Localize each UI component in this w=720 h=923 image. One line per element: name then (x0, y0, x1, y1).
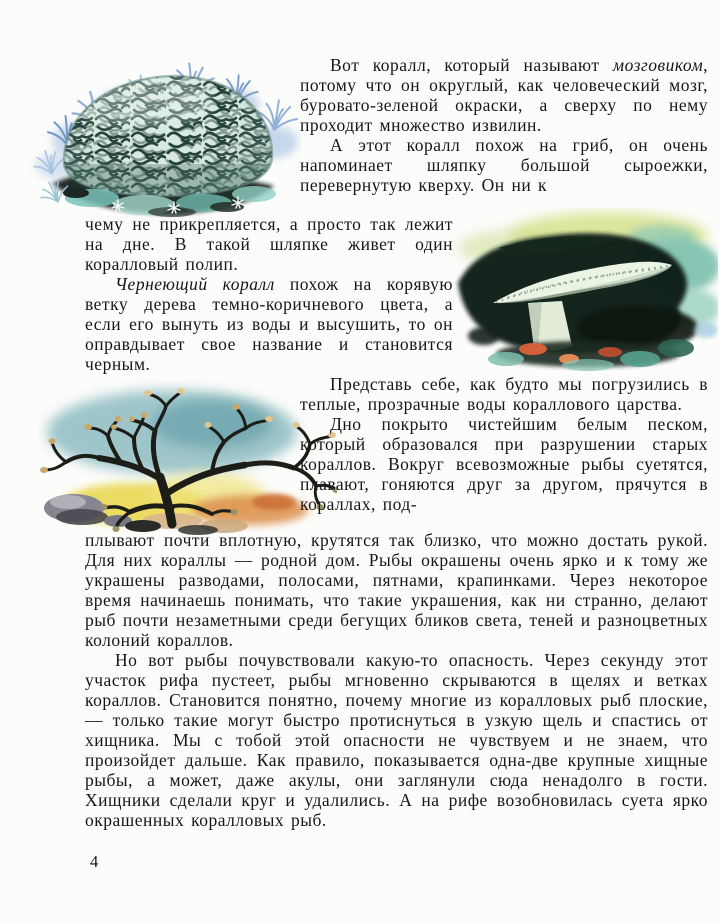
p1-term-italic: мозговиком (612, 55, 704, 75)
mushroom-coral-image (438, 208, 718, 380)
brain-coral-image (22, 46, 302, 236)
text-column-top-right (300, 55, 708, 195)
paragraph-black-coral (85, 274, 453, 374)
paragraph-sea-floor-start: Дно покрыто чистейшим белым песком, который образовался при разрушении старых кораллов. Вокруг всевозможные рыбы суетятся, плавают, гоняются друг за другом, прячутся в кораллах, под- (300, 414, 708, 514)
paragraph-mushroom-coral-continuation: чему не прикрепляется, а просто так лежит на дне. В такой шляпке живет один коралловый полип. (85, 214, 453, 274)
p3-term-italic: Чернеющий коралл (115, 274, 275, 294)
paragraph-imagine-dive: Представь себе, как будто мы погрузились в теплые, прозрачные воды кораллового царства. (300, 374, 708, 414)
black-coral-image (22, 380, 337, 536)
mushroom-coral-illustration (438, 208, 718, 380)
text-column-mid-right (300, 374, 708, 514)
black-coral-illustration (22, 380, 337, 536)
paragraph-brain-coral (300, 55, 708, 135)
text-column-mid-left (85, 214, 453, 374)
brain-coral-illustration (22, 46, 302, 236)
p1-rest: , потому что он округлый, как человеческий мозг, буровато-зеленой окраски, а сверху по нему проходит множество извилин. (300, 55, 709, 135)
paragraph-danger: Но вот рыбы почувствовали какую-то опасность. Через секунду этот участок рифа пустеет, рыбы мгновенно скрываются в щелях и ветках кораллов. Становится понятно, почему многие из коралловых рыб плоские, — только такие могут быстро протиснуться в узкую щель и спастись от хищника. Мы с тобой этой опасности не чувствуем и не знаем, что произойдет дальше. Как правило, показывается одна-две крупные хищные рыбы, а может, даже акулы, они заглянули сюда ненадолго в гости. Хищники сделали круг и удалились. А на рифе возобновилась суета ярко окрашенных коралловых рыб. (85, 650, 708, 830)
p1-lead: Вот коралл, который называют (330, 55, 600, 75)
p3-rest: похож на корявую ветку дерева темно-коричневого цвета, а если его вынуть из воды и высушить, то он оправдывает свое название и становится черным. (85, 274, 453, 374)
page-number: 4 (90, 852, 99, 871)
paragraph-mushroom-coral-start: А этот коралл похож на гриб, он очень напоминает шляпку большой сыроежки, перевернутую кверху. Он ни к (300, 135, 708, 195)
paragraph-sea-floor-continuation: плывают почти вплотную, крутятся так близко, что можно достать рукой. Для них кораллы — родной дом. Рыбы окрашены очень ярко и к тому же украшены разводами, полосами, пятнами, крапинками. Через некоторое время начинаешь понимать, что такие украшения, как ни странно, делают рыб почти незаметными среди бегущих бликов света, теней и разноцветных колоний кораллов. (85, 530, 708, 650)
text-block-bottom (85, 530, 708, 830)
